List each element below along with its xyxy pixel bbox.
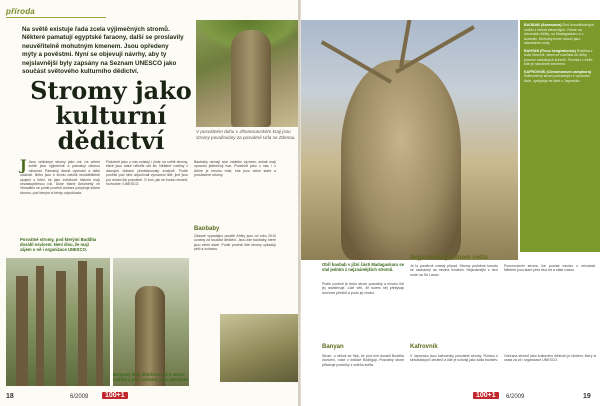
- photo-caption-bottom: Banyany hrají důležitou roli v místní kultuře a jsou uctívány jako posvátné.: [113, 372, 189, 383]
- sidebar-text: Stálezelený strom pocházející z východní Asie, vyskytuje se také v Japonsku.: [524, 74, 590, 83]
- brand-logo: 100+1: [473, 392, 499, 399]
- issue-label: 6/2009: [506, 394, 525, 400]
- body-column-1: [20, 160, 100, 195]
- sidebar-title: BAOBAB (Adansonia): [524, 23, 562, 27]
- photo-caption-top: V posvátném duhu v Jihomoravském kraji jsou stromy považovány za posvátné Urla se Zdenou.: [196, 129, 296, 140]
- species-sidebar: [520, 20, 600, 252]
- photo-caption-baobab: Obří baobab v jižní části Madagaskaru se stal jedním z nejznámějších stromů.: [322, 262, 404, 273]
- section-tag: příroda: [6, 7, 35, 16]
- sidebar-entry: [524, 23, 596, 46]
- page-number: 19: [583, 393, 591, 400]
- aerial-root: [56, 271, 66, 386]
- dropcap: J: [20, 158, 27, 174]
- tree-photo-top: [196, 20, 299, 127]
- sidebar-text: Rod dvouděložných rostlin z čeledi slézovitých. Roste na savanách Afriky, na Madagaskaru a v Austrálii. Mohutný kmen slouží jako zásobárna vody.: [524, 23, 595, 45]
- right-body-column-2b: V Japonsku jsou kafrovníky posvátné stromy. Rostou u šintoistických chrámů a lidé je uctívají jako sídla božstev.: [410, 354, 498, 363]
- right-body-column-2: Je to poměrně známý případ. Stromy podobné tomuto se nacházejí na mnoha místech. Nejznámější z nich roste na Srí Lance.: [410, 264, 498, 277]
- tree-photo-small: [220, 314, 299, 382]
- sidebar-entry: [524, 49, 596, 67]
- body-column-3: Baobaby nemají sice zvláštní význam, avšak mají opravdu jedinečný tvar. Podobně jako u nás, i v Africe je mnoho míst, kde jsou velmi staré a proslavené stromy.: [194, 160, 276, 178]
- subheading-baobaby: Baobaby: [194, 226, 220, 232]
- aerial-root: [78, 261, 87, 386]
- footer-right: [301, 392, 600, 404]
- body-text-1: Jsou velkolepé stromy jako oni, na celém světě jsou výjimečné a pamatují dávnou minulost. Pamatují dávné vymírání a další události. Nebo jsou k životu natolik neoddělitelně spojeni s lidmi, že jako svědkové historie mají nezastupitelnou roli. Duše Marie Antoinetty ve Versailles se podle pověsti dodnes pohybuje kolem stromu, pod kterým si tehdy odpočívala.: [20, 160, 100, 195]
- subheading-famous-tree: Nejpověstnější strom světa: [410, 255, 488, 261]
- photo-caption-left: Posvátné stromy, pod kterými Buddha dosáhl osvícení. Není divu, že mají zájem o ně i organizace UNESCO.: [20, 237, 97, 253]
- page-number: 18: [6, 393, 14, 400]
- baobab-photo: [301, 20, 518, 260]
- footer-left: [0, 392, 299, 404]
- body-column-2: Podobně jako u nás existují i jinde na světě stromy, které jsou staré několik set let. Některé rostliny v dávných dobách představovaly svatyně. Podle pověstí pod nimi odpočívali významní lidé, jiné jsou pro místní lidi posvátné. O tom, jak se budou chránit, rozhodne i UNESCO.: [106, 160, 188, 187]
- tree-trunk: [231, 30, 271, 127]
- subheading-banyan: Banyan: [322, 344, 344, 350]
- baobab-trunk: [341, 60, 461, 260]
- banyan-trunk-photo: [113, 258, 189, 386]
- issue-label: 6/2009: [70, 394, 89, 400]
- banyan-photo: [6, 258, 110, 386]
- aerial-root: [36, 266, 44, 386]
- sidebar-text: Rostlina z rodu fíkovník, která se rozrůstá do šířky pomocí vzdušných kořenů. Pochází z Indie, kde je národním stromem.: [524, 48, 594, 66]
- sidebar-entry: [524, 70, 596, 84]
- section-rule: [6, 17, 106, 18]
- aerial-root: [96, 268, 103, 386]
- right-body-column-1b: Strom, u něhož se říká, že pod ním dosáhl Buddha osvícení, roste v indické Bódhgaji. Posvátný strom přitahuje poutníky z celého světa.: [322, 354, 404, 367]
- sidebar-title: KAFROVNÍK (Cinnamomum camphora): [524, 69, 591, 74]
- right-body-column-3b: Ochrana stromů jako kulturního dědictví je úkolem, který si vzala za cíl i organizace UNESCO.: [504, 354, 596, 363]
- sidebar-title: BANYAN (Ficus benghalensis): [524, 48, 576, 53]
- left-page: [0, 0, 299, 406]
- subheading-kafrovnik: Kafrovník: [410, 344, 438, 350]
- brand-logo: 100+1: [102, 392, 128, 399]
- tree-trunk: [135, 286, 165, 386]
- lead-paragraph: Na světě existuje řada zcela výjimečných stromů. Některé pamatují egyptské faraony, další se proslavily neuvěřitelně mohutným kmenem. Jsou opředeny mýty a pověstmi. Nyní se objevují návrhy, aby ty nejslavnější byly zapsány na Seznam UNESCO jako součást světového kulturního dědictví.: [22, 26, 184, 76]
- aerial-root: [16, 276, 28, 386]
- page-headline: Stromy jako kulturní dědictví: [30, 76, 192, 155]
- right-body-column-1: Podle pověstí je tento strom posvátný a mnoho lidí jej navštěvuje. Lidé věří, že kolem něj přebývají duchové předků a proto jej chrání.: [322, 282, 404, 295]
- body-column-3b: Úžasně vypadající pouště Afriky jsou od roku 2010 uznány za součást dědictví. Jsou zde baobaby, které jsou velmi staré. Podle pověstí lidé stromy vyžadují péči a ochranu.: [194, 234, 276, 252]
- right-body-column-3: Pozorováním stromu lze poznat mnoho o minulosti. Některé jsou staré přes tisíc let a stále rostou.: [504, 264, 596, 273]
